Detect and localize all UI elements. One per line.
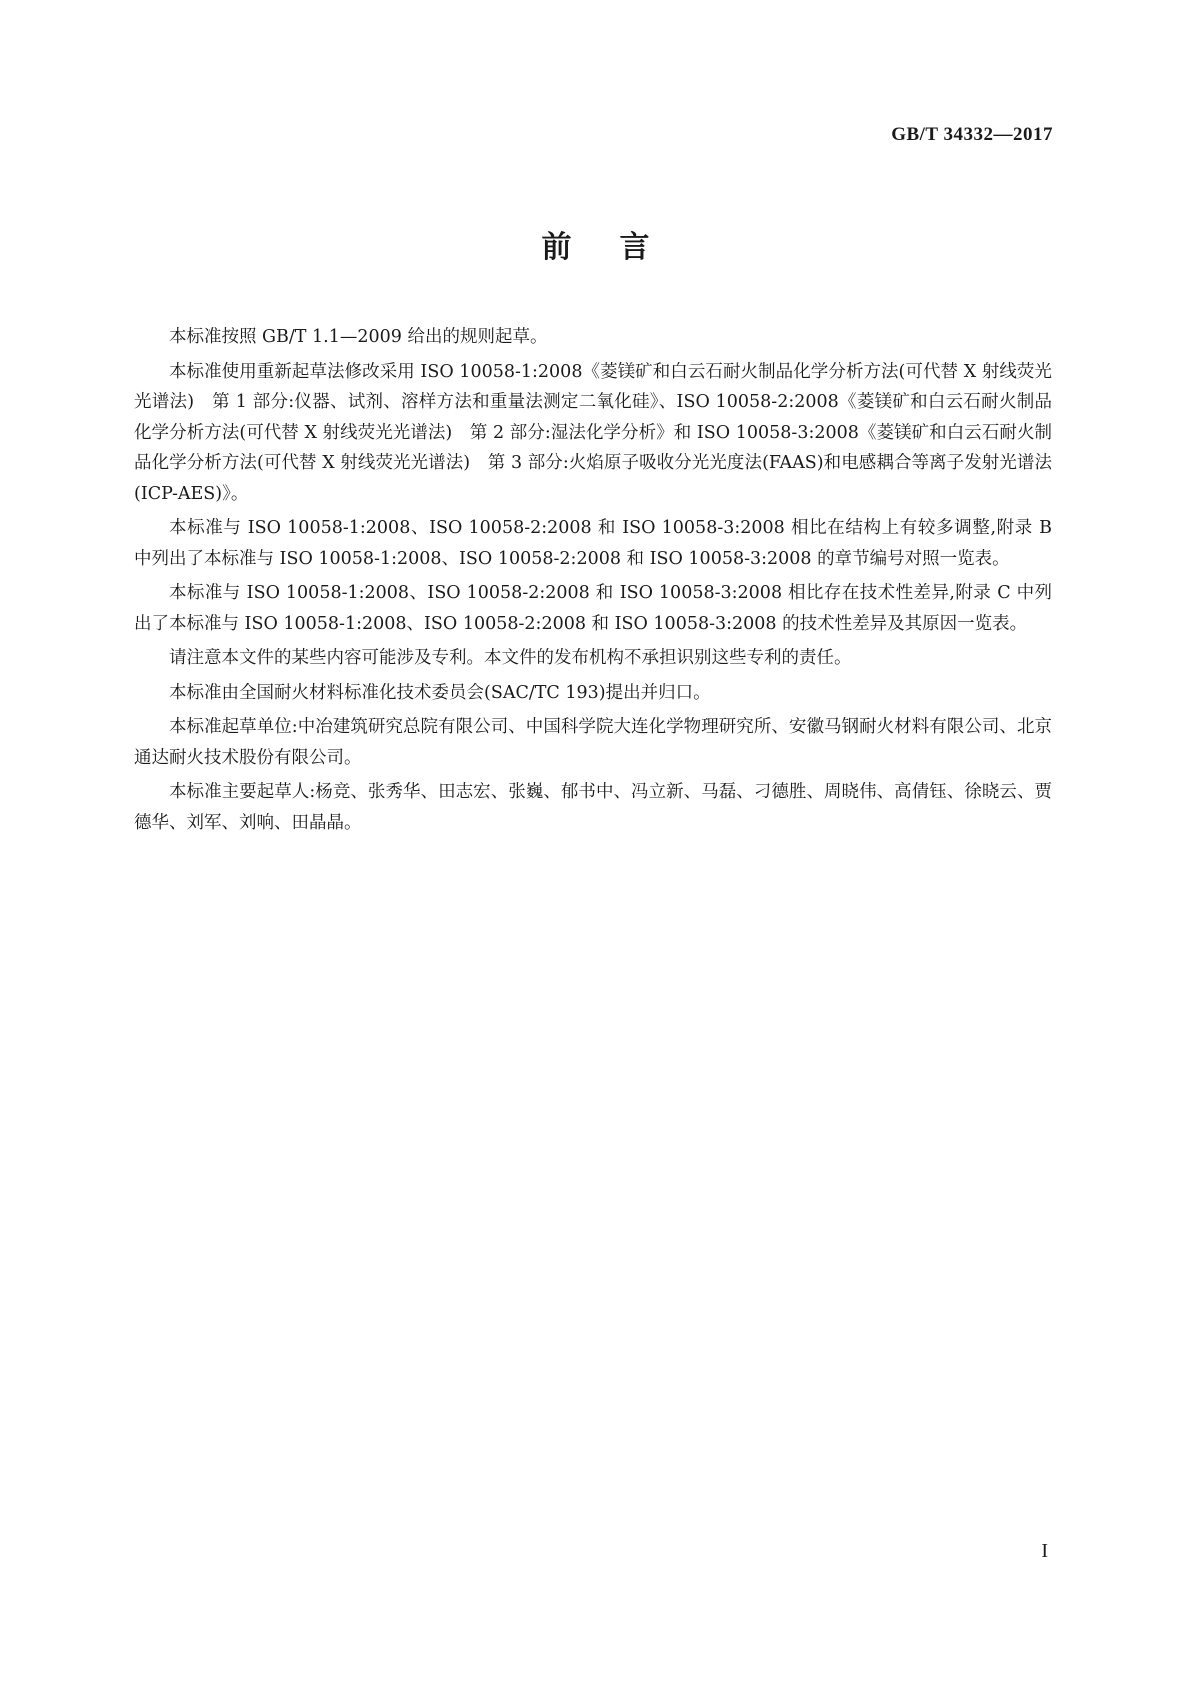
paragraph-drafting-units: 本标准起草单位:中冶建筑研究总院有限公司、中国科学院大连化学物理研究所、安徽马钢耐火材料有限公司、北京通达耐火技术股份有限公司。 [134,717,1052,768]
page-number: I [1041,1540,1048,1562]
page-title: 前言 [541,230,698,265]
foreword-body [134,322,1052,842]
paragraph-proposer: 本标准由全国耐火材料标准化技术委员会(SAC/TC 193)提出并归口。 [169,682,711,703]
paragraph-drafters: 本标准主要起草人:杨竞、张秀华、田志宏、张巍、郁书中、冯立新、马磊、刁德胜、周晓伟、高倩钰、徐晓云、贾德华、刘军、刘响、田晶晶。 [134,782,1052,833]
standard-code: GB/T 34332—2017 [891,124,1053,145]
paragraph-drafting-rules: 本标准按照 GB/T 1.1—2009 给出的规则起草。 [169,327,548,347]
paragraph-iso-adoption: 本标准使用重新起草法修改采用 ISO 10058-1:2008《菱镁矿和白云石耐火制品化学分析方法(可代替 X 射线荧光光谱法) 第 1 部分:仪器、试剂、溶样方法和重量法测定二氧化硅》、ISO 10058-2:2008《菱镁矿和白云石耐火制品化学分析方法(可代替 X 射线荧光光谱法) 第 2 部分:湿法化学分析》和 ISO 10058-3:2008《菱镁矿和白云石耐火制品化学分析方法(可代替 X 射线荧光光谱法) 第 3 部分:火焰原子吸收分光光度法(FAAS)和电感耦合等离子发射光谱法(ICP-AES)》。 [134,361,1052,504]
paragraph-technical-differences: 本标准与 ISO 10058-1:2008、ISO 10058-2:2008 和 ISO 10058-3:2008 相比存在技术性差异,附录 C 中列出了本标准与 ISO 10058-1:2008、ISO 10058-2:2008 和 ISO 10058-3:2008 的技术性差异及其原因一览表。 [134,583,1052,634]
paragraph-patent-notice: 请注意本文件的某些内容可能涉及专利。本文件的发布机构不承担识别这些专利的责任。 [169,648,852,668]
paragraph-structure-changes: 本标准与 ISO 10058-1:2008、ISO 10058-2:2008 和 ISO 10058-3:2008 相比在结构上有较多调整,附录 B 中列出了本标准与 ISO 10058-1:2008、ISO 10058-2:2008 和 ISO 10058-3:2008 的章节编号对照一览表。 [134,518,1052,569]
